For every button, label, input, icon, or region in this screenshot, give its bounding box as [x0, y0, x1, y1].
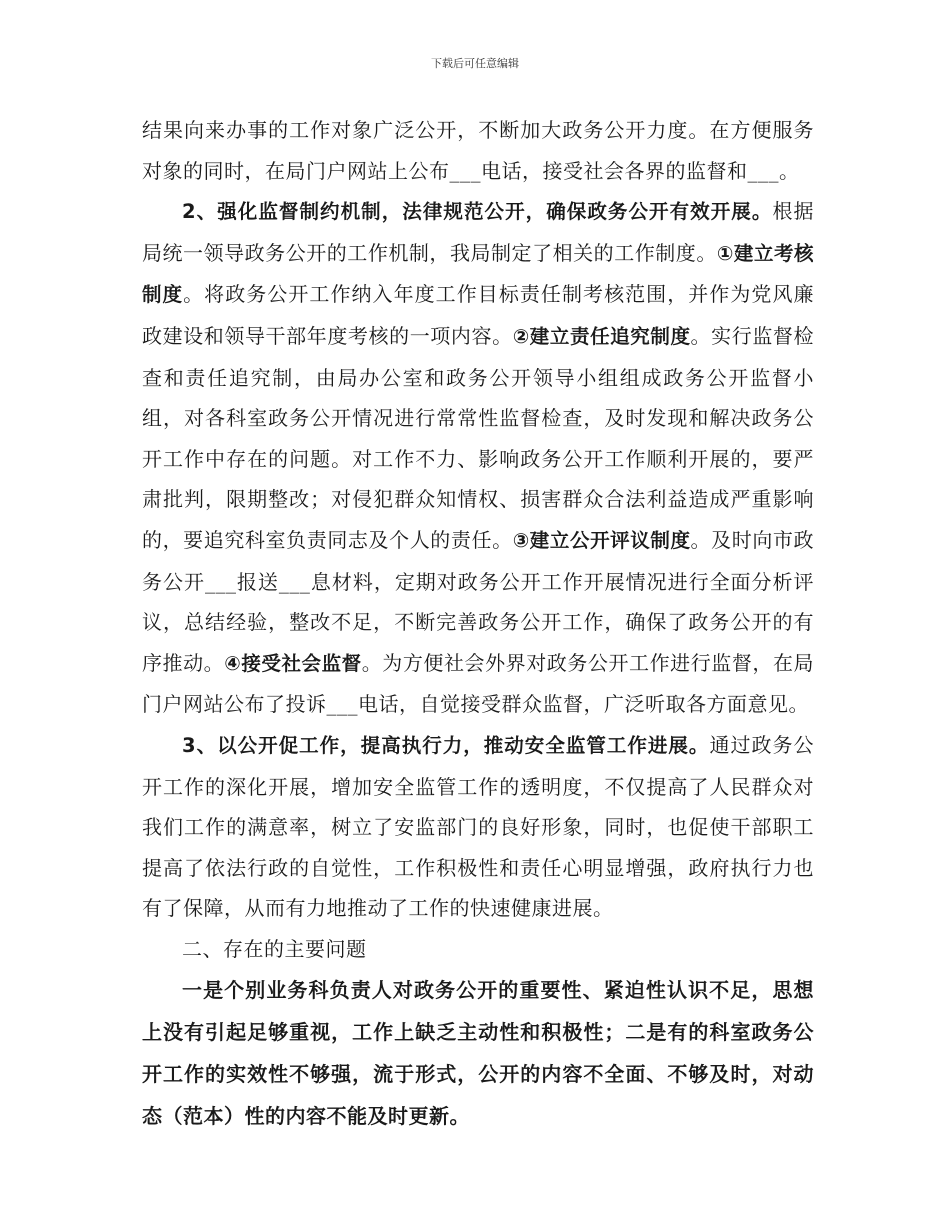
social-supervision-text: 。为方便社会外界对政务公开工作进行监督，在局门户网站公布了投诉___电话，自觉接受群众监督，广泛听取各方面意见。: [142, 650, 815, 717]
paragraph-problems: 一是个别业务科负责人对政务公开的重要性、紧迫性认识不足，思想上没有引起足够重视，工作上缺乏主动性和积极性；二是有的科室政务公开工作的实效性不够强，流于形式，公开的内容不全面、不够及时，对动态（范本）性的内容不能及时更新。: [142, 978, 814, 1129]
paragraph-execution: [142, 725, 814, 929]
paragraph-publicity-result: 结果向来办事的工作对象广泛公开，不断加大政务公开力度。在方便服务对象的同时，在局门户网站上公布___电话，接受社会各界的监督和___。: [142, 118, 814, 183]
assessment-system-heading: ①建立考核制度: [142, 241, 815, 307]
accountability-system-text: 。实行监督检查和责任追究制，由局办公室和政务公开领导小组组成政务公开监督小组，对各科室政务公开情况进行常常性监督检查，及时发现和解决政务公开工作中存在的问题。对工作不力、影响政务公开工作顺利开展的，要严肃批判，限期整改；对侵犯群众知情权、损害群众合法利益造成严重影响的，要追究科室负责同志及个人的责任。: [142, 323, 815, 552]
evaluation-system-heading: ③建立公开评议制度: [512, 528, 691, 552]
document-body: [142, 110, 814, 1137]
execution-text: 通过政务公开工作的深化开展，增加安全监管工作的透明度，不仅提高了人民群众对我们工作的满意率，树立了安监部门的良好形象，同时，也促使干部职工提高了依法行政的自觉性，工作积极性和责任心明显增强，政府执行力也有了保障，从而有力地推动了工作的快速健康进展。: [142, 732, 814, 921]
evaluation-system-text: 。及时向市政务公开___报送___息材料，定期对政务公开工作开展情况进行全面分析评议，总结经验，整改不足，不断完善政务公开工作，确保了政务公开的有序推动。: [142, 527, 815, 675]
paragraph-supervision: [142, 191, 814, 725]
supervision-intro: 根据局统一领导政务公开的工作机制，我局制定了相关的工作制度。: [142, 199, 815, 265]
accountability-system-heading: ②建立责任追究制度: [512, 324, 691, 348]
assessment-system-text: 。将政务公开工作纳入年度工作目标责任制考核范围，并作为党风廉政建设和领导干部年度考核的一项内容。: [142, 282, 814, 348]
heading-execution: 3、以公开促工作，提高执行力，推动安全监管工作进展。: [182, 733, 710, 757]
heading-supervision: 2、强化监督制约机制，法律规范公开，确保政务公开有效开展。: [182, 200, 773, 224]
social-supervision-heading: ④接受社会监督: [224, 651, 362, 675]
page-header: 下载后可任意编辑: [431, 57, 519, 70]
section-title-problems: 二、存在的主要问题: [182, 936, 367, 961]
